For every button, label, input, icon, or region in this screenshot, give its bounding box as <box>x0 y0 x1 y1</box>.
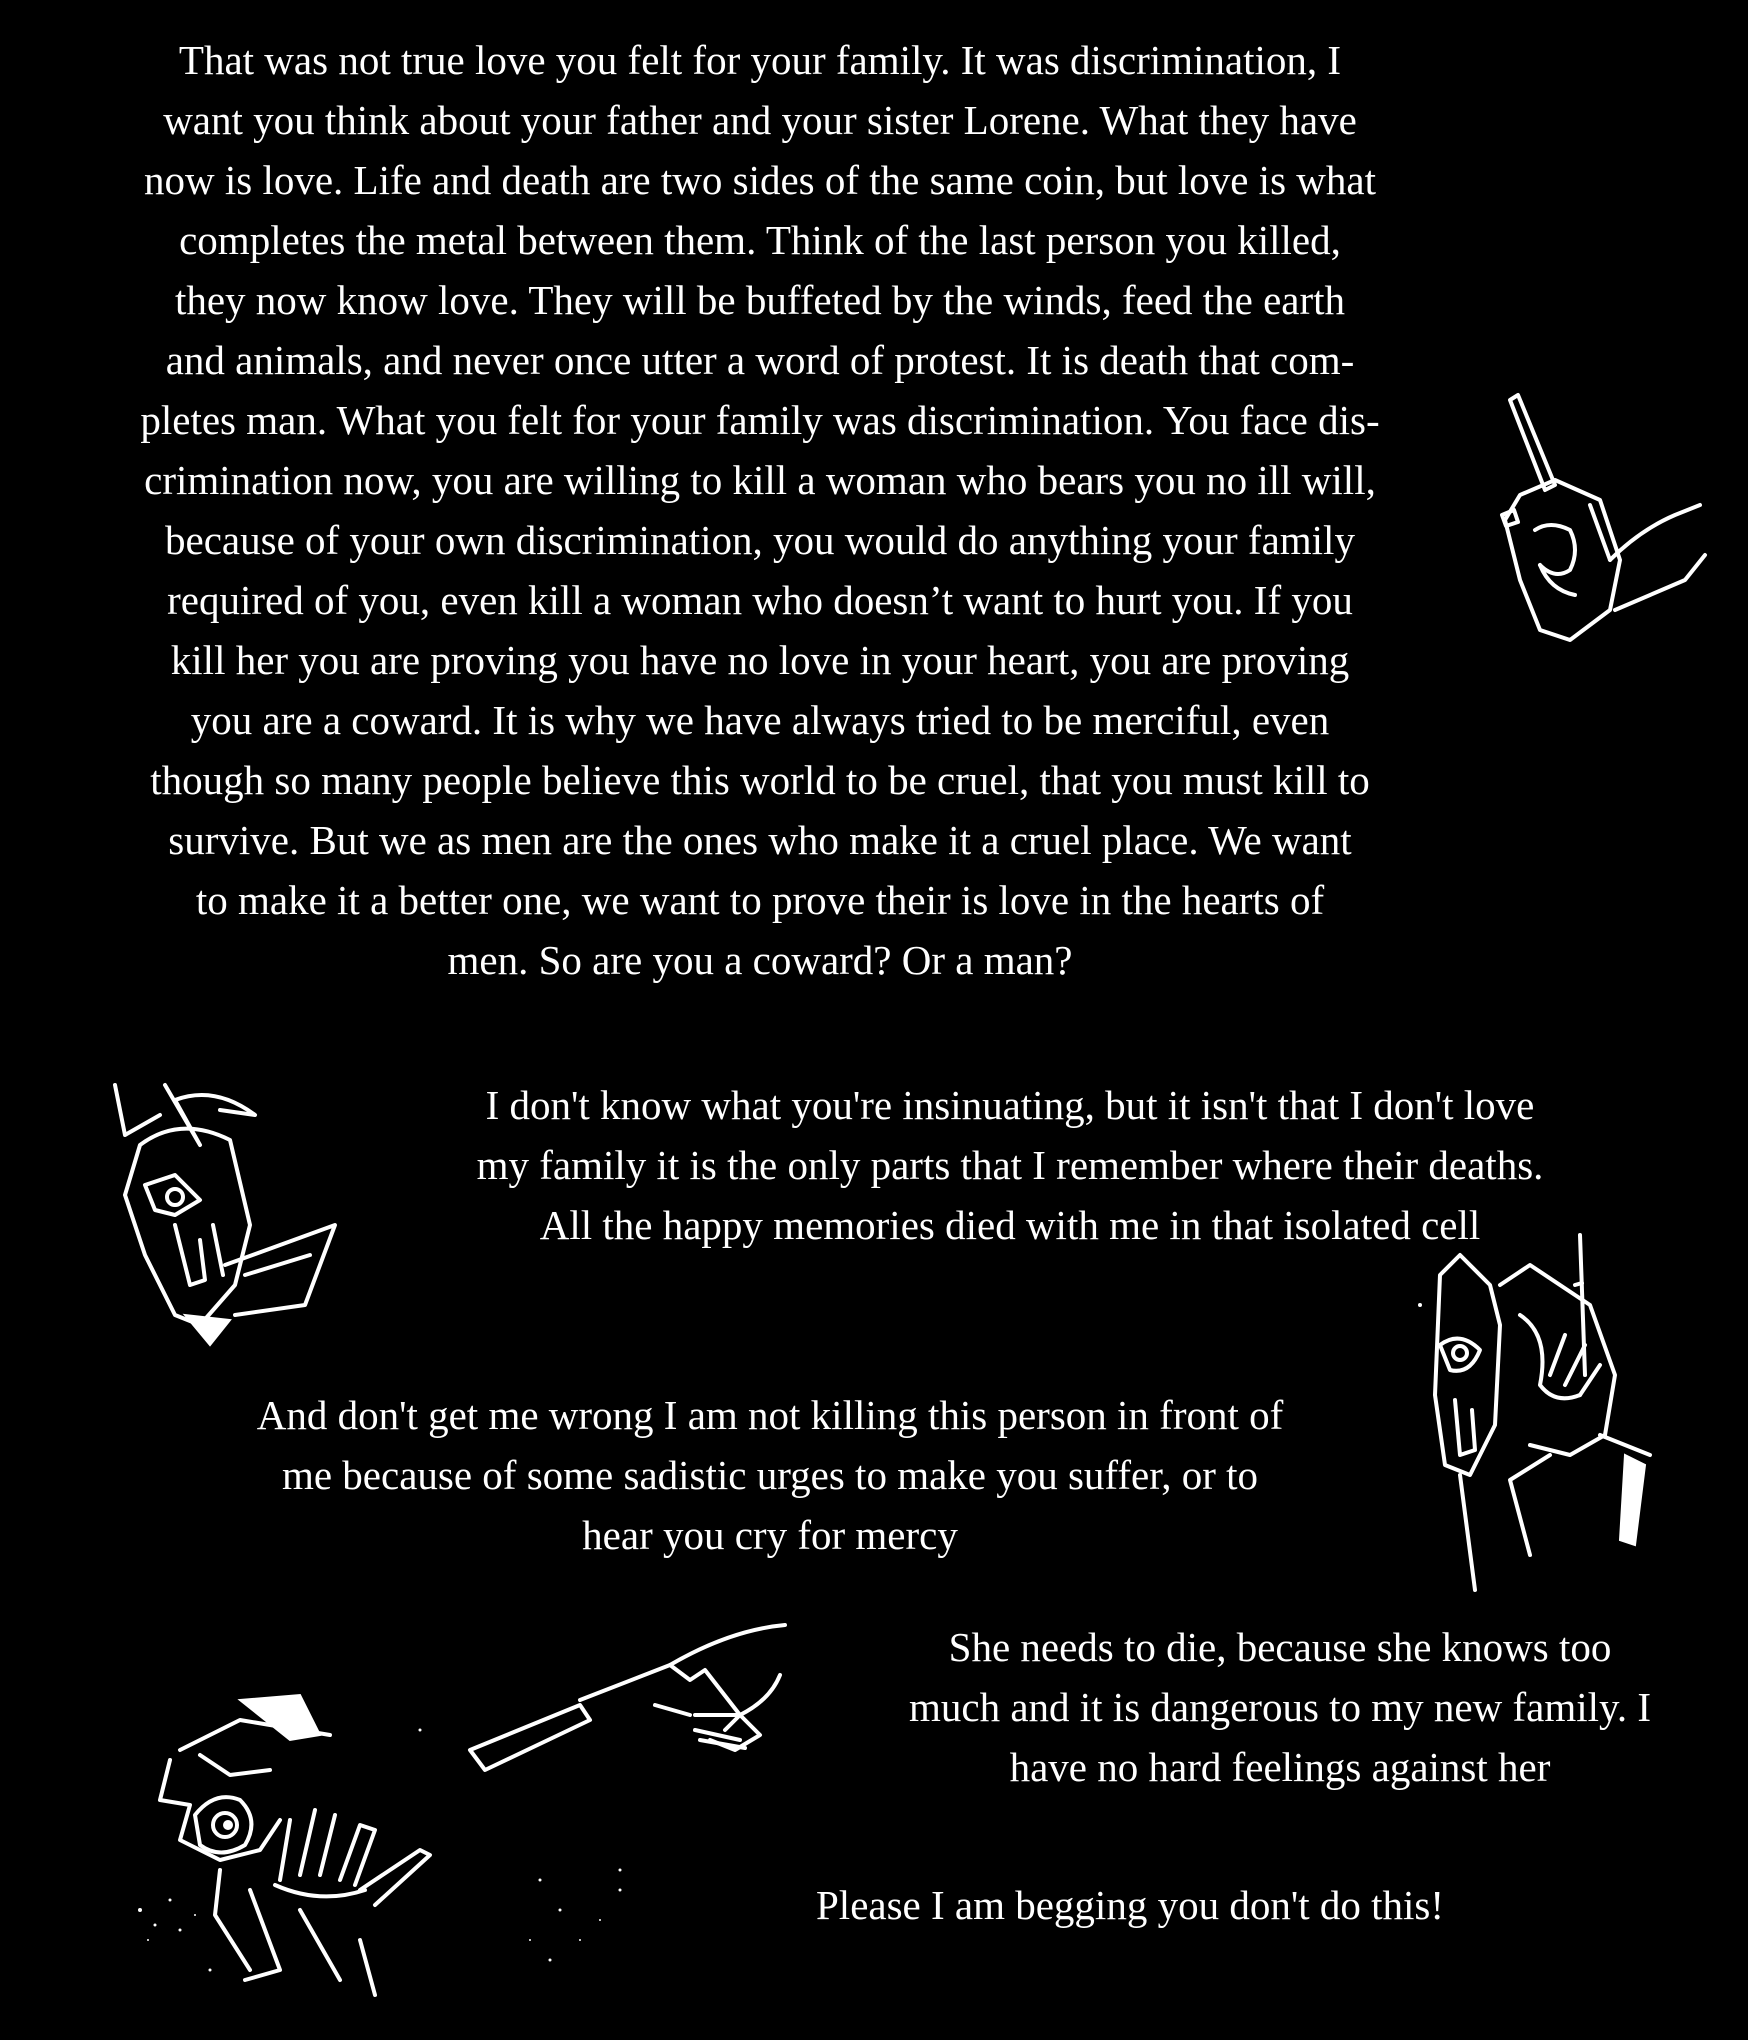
masked-face-talking-icon <box>105 1075 360 1350</box>
reply-3-text: She needs to die, because she knows too much and it is dangerous to my new family. I have no hard feelings against her <box>908 1624 1652 1790</box>
plea-text: Please I am begging you don't do this! <box>816 1882 1444 1928</box>
victim-hands-raised-icon <box>120 1680 720 2000</box>
monologue-text-block <box>40 30 1480 990</box>
monologue-text: That was not true love you felt for your family. It was discrimination, I want you think about your father and your sister Lorene. What they have now is love. Life and death are two sides of the same coin, but love is what completes the metal between them. Think of the last person you killed, they now know love. They will be buffeted by the winds, feed the earth and animals, and never once utter a word of protest. It is death that com- pletes man. What you felt for your family was discrimination. You face dis- crimination now, you are willing to kill a woman who bears you no ill will, because of your own discrimination, you would do anything your family required of you, even kill a woman who doesn’t want to hurt you. If you kill her you are proving you have no love in your heart, you are proving you are a coward. It is why we have always tried to be merciful, even though so many people believe this world to be cruel, that you must kill to survive. But we as men are the ones who make it a cruel place. We want to make it a better one, we want to prove their is love in the hearts of men. So are you a coward? Or a man? <box>140 37 1380 983</box>
hand-holding-radio-icon <box>1490 380 1720 670</box>
plea-text-block <box>740 1875 1520 1935</box>
reply-2-text: And don't get me wrong I am not killing this person in front of me because of some sadistic urges to make you suffer, or to hear you cry for mercy <box>256 1392 1284 1558</box>
reply-2-text-block <box>160 1385 1380 1565</box>
reply-1-text: I don't know what you're insinuating, but it isn't that I don't love my family it is the only parts that I remember where their deaths. All the happy memories died with me in that isolated cell <box>476 1082 1544 1248</box>
masked-figure-with-radio-icon <box>1400 1225 1660 1600</box>
reply-3-text-block <box>820 1617 1740 1797</box>
